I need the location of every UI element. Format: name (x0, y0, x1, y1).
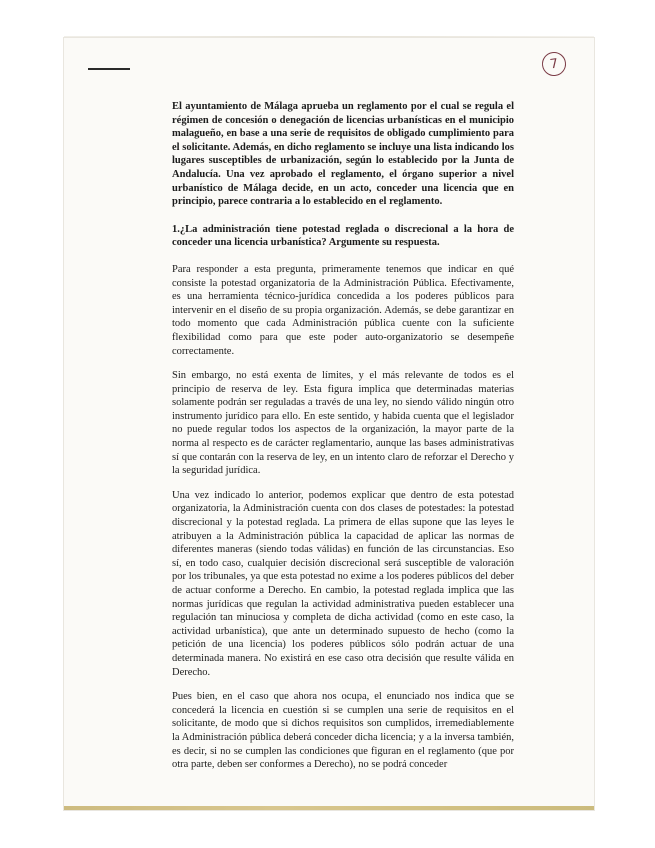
problem-statement: El ayuntamiento de Málaga aprueba un reglamento por el cual se regula el régimen de concesión o denegación de licencias urbanísticas en el municipio malagueño, en base a una serie de requisitos de obligado cumplimiento para el solicitante. Además, en dicho reglamento se incluye una lista indicando los lugares susceptibles de urbanización, según lo establecido por la Junta de Andalucía. Una vez aprobado el reglamento, el órgano superior a nivel urbanístico de Málaga decide, en un acto, conceder una licencia que en principio, parece contraria a lo establecido en el reglamento. (172, 101, 514, 208)
answer-paragraph: Una vez indicado lo anterior, podemos explicar que dentro de esta potestad organizatoria, la Administración cuenta con dos clases de potestades: la potestad discrecional y la potestad reglada. La primera de ellas supone que las leyes le atribuyen a la Administración pública la capacidad de aplicar las normas de diferentes maneras (siendo todas válidas) en función de las circunstancias. Eso sí, en todo caso, cualquier decisión discrecional será susceptible de valoración por los tribunales, ya que esta potestad no exime a los poderes públicos del deber de actuar conforme a Derecho. En cambio, la potestad reglada implica que las normas jurídicas que regulan la actividad administrativa pueden establecer una regulación tan minuciosa y completa de dicha actividad (como en este caso, la actividad urbanística), que ante un determinado supuesto de hecho (como la petición de una licencia) los poderes públicos sólo podrán actuar de una determinada manera. No existirá en ese caso otra decisión que resulte válida en Derecho. (172, 489, 514, 678)
question-heading: 1.¿La administración tiene potestad reglada o discrecional a la hora de conceder una licencia urbanística? Argumente su respuesta. (172, 223, 514, 249)
answer-paragraph: Pues bien, en el caso que ahora nos ocupa, el enunciado nos indica que se concederá la licencia en cuestión si se cumplen una serie de requisitos en el solicitante, de modo que si dichos requisitos son cumplidos, irremediablemente la Administración pública deberá conceder dicha licencia; y a la inversa también, es decir, si no se cumplen las condiciones que figuran en el reglamento (que por otra parte, deben ser conformes a Derecho), no se podrá conceder (172, 691, 514, 771)
margin-mark (88, 68, 130, 70)
answer-paragraph: Para responder a esta pregunta, primeramente tenemos que indicar en qué consiste la potestad organizatoria de la Administración Pública. Efectivamente, es una herramienta técnico-jurídica concedida a los poderes públicos para intervenir en el diseño de su propia organización. Además, se debe garantizar en todo momento que cada Administración pública cuente con la suficiente flexibilidad como para que este poder auto-organizatorio se desempeñe correctamente. (172, 263, 514, 357)
answer-paragraph: Sin embargo, no está exenta de límites, y el más relevante de todos es el principio de reserva de ley. Esta figura implica que determinadas materias solamente podrán ser reguladas a través de una ley, no siendo válido ningún otro instrumento jurídico para ello. En este sentido, y habida cuenta que el legislador no puede regular todos los aspectos de la organización, la mayor parte de la norma al respecto es de carácter reglamentario, aunque las bases administrativas sí que contarán con la reserva de ley, en un intento claro de reforzar el Derecho y la seguridad jurídica. (172, 370, 514, 477)
page-number: 7 (548, 55, 560, 73)
document-body (172, 100, 514, 772)
paper-bottom-edge (64, 806, 594, 810)
